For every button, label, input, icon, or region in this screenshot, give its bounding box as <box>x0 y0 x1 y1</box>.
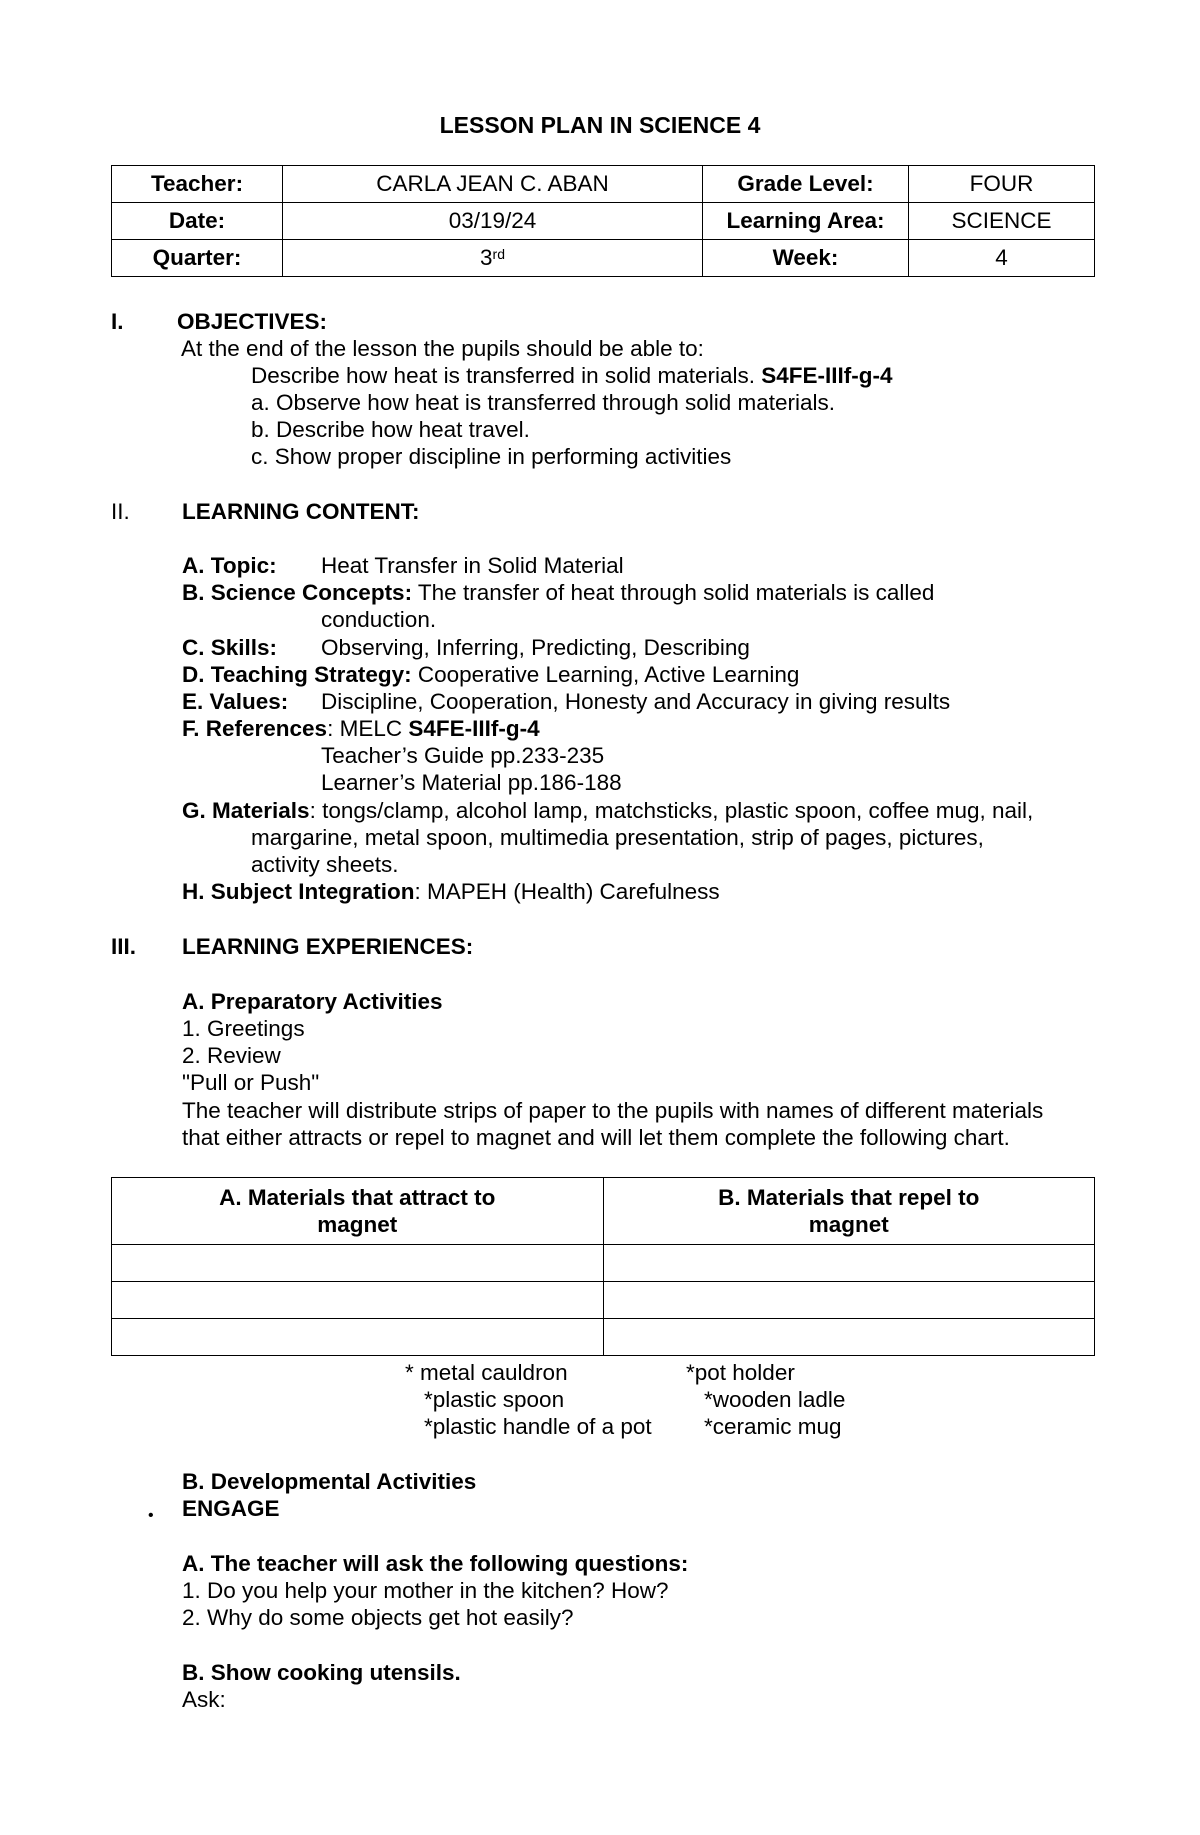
activity-description-cont: that either attracts or repel to magnet and will let them complete the following chart. <box>182 1125 1010 1150</box>
blank-cell <box>112 1245 604 1282</box>
science-concepts-text: The transfer of heat through solid materials is called <box>412 580 935 605</box>
repel-header-line1: B. Materials that repel to <box>718 1185 980 1210</box>
table-row <box>112 1319 1095 1356</box>
bullet-icon: • <box>148 1507 154 1524</box>
choice-item: *plastic spoon <box>424 1387 565 1412</box>
quarter-suffix: rd <box>492 246 505 262</box>
choice-item: *ceramic mug <box>704 1414 842 1439</box>
science-concepts-label: B. Science Concepts: <box>182 580 413 605</box>
review: 2. Review <box>182 1043 281 1068</box>
references-prefix: : MELC <box>327 716 409 741</box>
blank-cell <box>603 1245 1095 1282</box>
question-item: 2. Why do some objects get hot easily? <box>182 1605 574 1630</box>
teacher-label: Teacher: <box>112 166 283 203</box>
materials-text: : tongs/clamp, alcohol lamp, matchsticks, plastic spoon, coffee mug, nail, <box>309 798 1034 823</box>
competency-code: S4FE-IIIf-g-4 <box>761 363 893 388</box>
learning-area-label: Learning Area: <box>703 203 909 240</box>
references <box>182 715 540 742</box>
preparatory-heading: A. Preparatory Activities <box>182 989 443 1014</box>
section-number: III. <box>111 934 137 959</box>
choice-item: *pot holder <box>686 1360 795 1385</box>
science-concepts <box>182 579 934 606</box>
objective-main <box>251 362 892 389</box>
teacher-value: CARLA JEAN C. ABAN <box>283 166 703 203</box>
learning-area-value: SCIENCE <box>909 203 1095 240</box>
repel-header-line2: magnet <box>808 1212 889 1237</box>
grade-level-label: Grade Level: <box>703 166 909 203</box>
skills-label: C. Skills: <box>182 635 278 660</box>
references-label: F. References <box>182 716 328 741</box>
topic-value: Heat Transfer in Solid Material <box>321 553 624 578</box>
materials-label: G. Materials <box>182 798 310 823</box>
section-heading: OBJECTIVES: <box>177 309 328 334</box>
choice-item: *plastic handle of a pot <box>424 1414 652 1439</box>
date-value: 03/19/24 <box>283 203 703 240</box>
section-number: II. <box>111 499 130 524</box>
science-concepts-cont: conduction. <box>321 607 437 632</box>
objective-a: a. Observe how heat is transferred through solid materials. <box>251 390 836 415</box>
teaching-strategy-value: Cooperative Learning, Active Learning <box>411 662 800 687</box>
blank-cell <box>112 1319 604 1356</box>
subject-integration-value: : MAPEH (Health) Carefulness <box>414 879 720 904</box>
objectives-intro: At the end of the lesson the pupils should be able to: <box>181 336 704 361</box>
week-label: Week: <box>703 240 909 277</box>
choice-item: *wooden ladle <box>704 1387 846 1412</box>
week-value: 4 <box>909 240 1095 277</box>
materials-cont: margarine, metal spoon, multimedia presentation, strip of pages, pictures, <box>251 825 984 850</box>
attract-header-line2: magnet <box>317 1212 398 1237</box>
date-label: Date: <box>112 203 283 240</box>
topic-label: A. Topic: <box>182 553 277 578</box>
developmental-heading: B. Developmental Activities <box>182 1469 477 1494</box>
subject-integration-label: H. Subject Integration <box>182 879 415 904</box>
objective-c: c. Show proper discipline in performing activities <box>251 444 732 469</box>
teaching-strategy <box>182 661 799 688</box>
greetings: 1. Greetings <box>182 1016 305 1041</box>
questions-heading: A. The teacher will ask the following questions: <box>182 1551 689 1576</box>
materials <box>182 797 1033 824</box>
blank-cell <box>603 1282 1095 1319</box>
subject-integration <box>182 878 720 905</box>
activity-description: The teacher will distribute strips of paper to the pupils with names of different materials <box>182 1098 1044 1123</box>
objective-b: b. Describe how heat travel. <box>251 417 530 442</box>
table-row <box>112 1282 1095 1319</box>
section-heading: LEARNING CONTENT: <box>182 499 420 524</box>
blank-cell <box>112 1282 604 1319</box>
section-number: I. <box>111 309 124 334</box>
page-title: LESSON PLAN IN SCIENCE 4 <box>439 112 761 138</box>
teaching-strategy-label: D. Teaching Strategy: <box>182 662 412 687</box>
question-item: 1. Do you help your mother in the kitchen? How? <box>182 1578 669 1603</box>
table-row <box>112 1245 1095 1282</box>
table-header-row <box>112 1178 1095 1245</box>
game-title: "Pull or Push" <box>182 1070 320 1095</box>
quarter-value <box>283 240 703 277</box>
lesson-info-table <box>111 165 1095 277</box>
ask-label: Ask: <box>182 1687 226 1712</box>
repel-column-header <box>603 1178 1095 1245</box>
materials-cont: activity sheets. <box>251 852 399 877</box>
show-utensils-heading: B. Show cooking utensils. <box>182 1660 461 1685</box>
reference-teachers-guide: Teacher’s Guide pp.233-235 <box>321 743 605 768</box>
objective-main-text: Describe how heat is transferred in solid materials. <box>251 363 762 388</box>
values-value: Discipline, Cooperation, Honesty and Accuracy in giving results <box>321 689 951 714</box>
quarter-label: Quarter: <box>112 240 283 277</box>
section-heading: LEARNING EXPERIENCES: <box>182 934 474 959</box>
magnet-chart-table <box>111 1177 1095 1356</box>
attract-header-line1: A. Materials that attract to <box>219 1185 496 1210</box>
skills-value: Observing, Inferring, Predicting, Describing <box>321 635 750 660</box>
choice-item: * metal cauldron <box>405 1360 568 1385</box>
table-row <box>112 203 1095 240</box>
blank-cell <box>603 1319 1095 1356</box>
values-label: E. Values: <box>182 689 289 714</box>
attract-column-header <box>112 1178 604 1245</box>
quarter-number: 3 <box>480 245 493 270</box>
references-code: S4FE-IIIf-g-4 <box>408 716 540 741</box>
engage-heading: ENGAGE <box>182 1496 280 1521</box>
reference-learners-material: Learner’s Material pp.186-188 <box>321 770 622 795</box>
table-row <box>112 166 1095 203</box>
table-row <box>112 240 1095 277</box>
grade-level-value: FOUR <box>909 166 1095 203</box>
